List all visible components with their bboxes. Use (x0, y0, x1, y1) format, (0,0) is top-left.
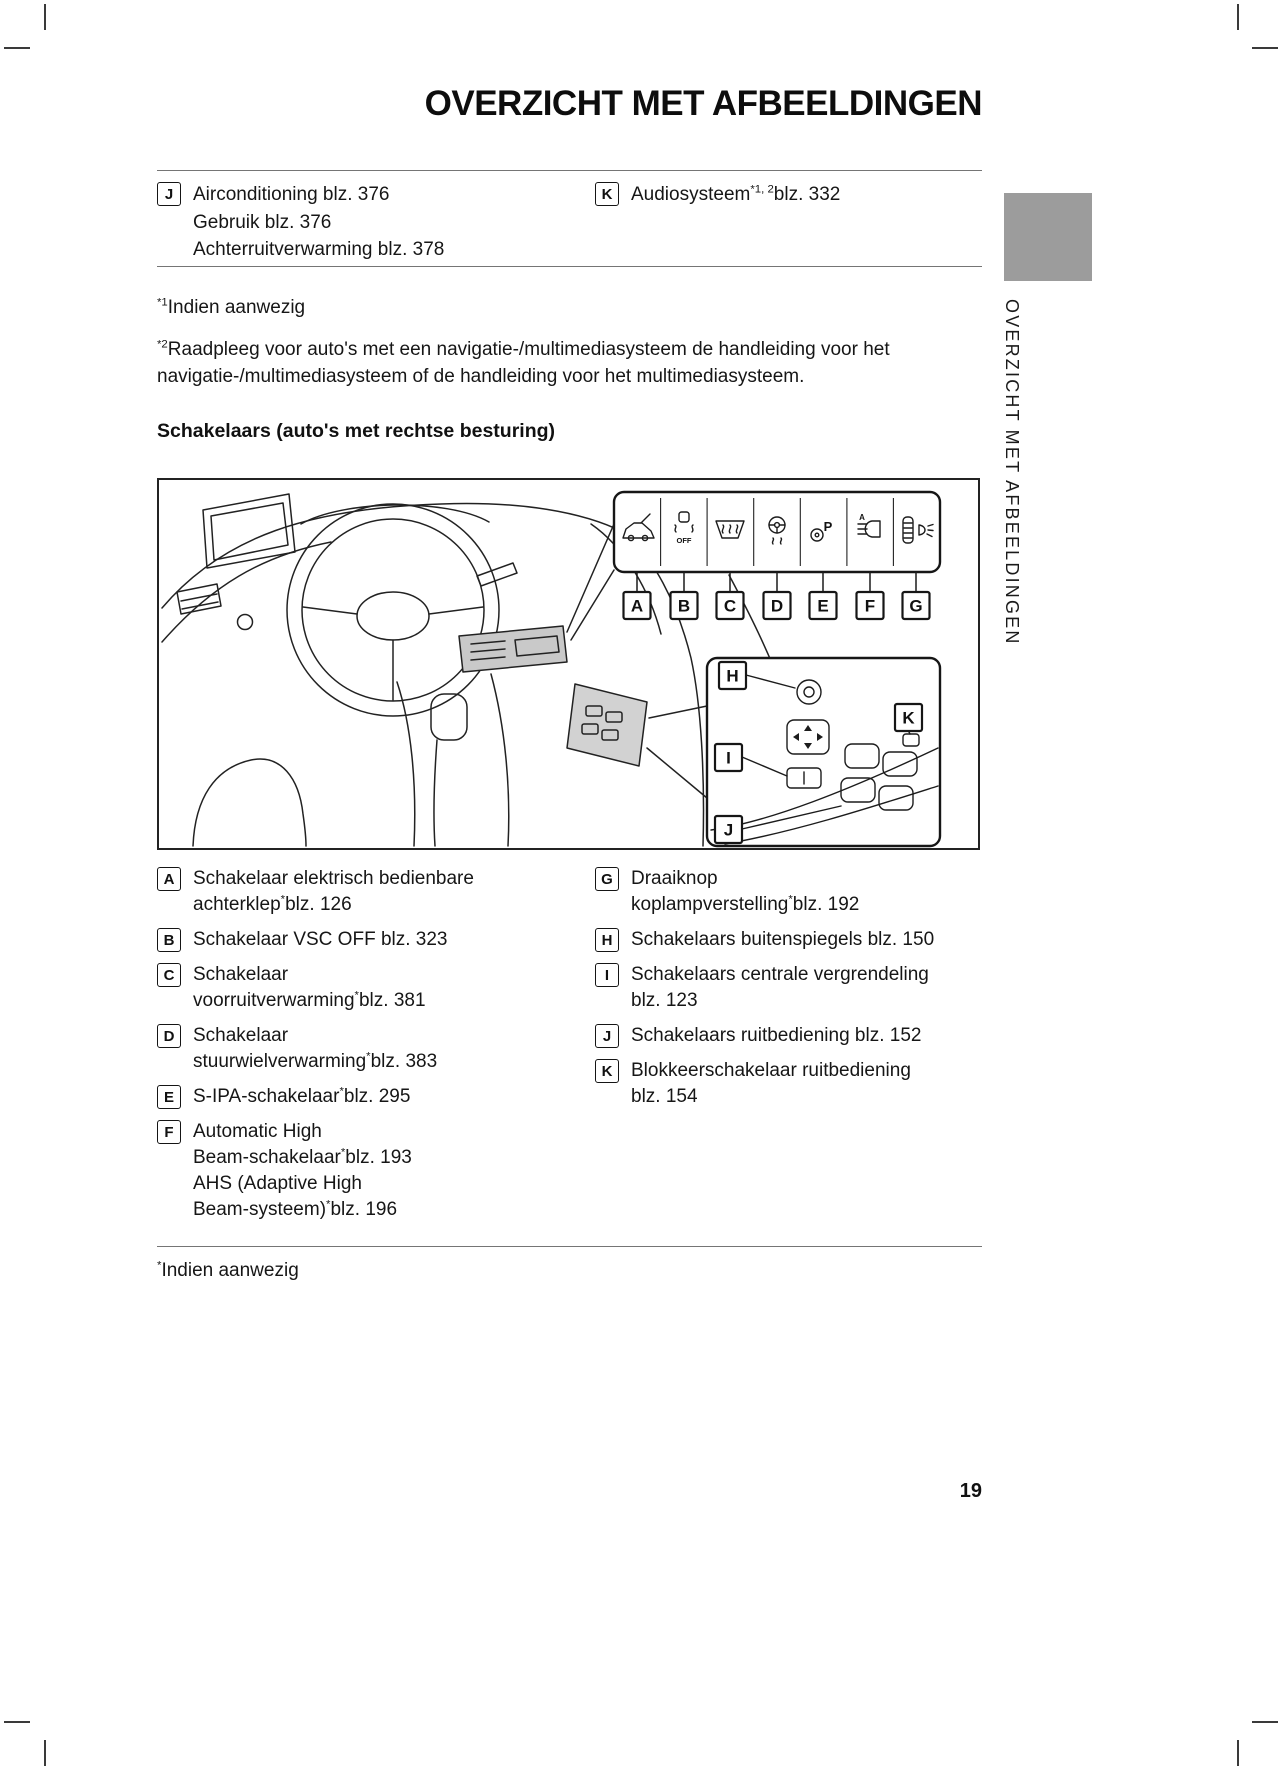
legend-entry-k (595, 181, 840, 264)
callout-label-c: C (157, 963, 181, 987)
callout-label-d: D (157, 1024, 181, 1048)
legend-line: Schakelaars ruitbediening blz. 152 (631, 1025, 922, 1046)
legend-line: Schakelaar (193, 1025, 289, 1046)
bottom-footnote: *Indien aanwezig (157, 1259, 299, 1281)
callout-label-f: F (157, 1120, 181, 1144)
callout-label-e: E (817, 596, 829, 616)
legend-line: blz. 154 (631, 1086, 698, 1107)
legend-line: Blokkeerschakelaar ruitbediening (631, 1060, 911, 1081)
legend-entry-b (157, 927, 595, 953)
callout-label-i: I (726, 748, 731, 768)
crop-mark (4, 1721, 30, 1723)
divider (157, 170, 982, 171)
s-ipa-letter: P (823, 519, 833, 534)
inset-pointer-lines (567, 524, 614, 640)
legend-line: Airconditioning blz. 376 (193, 184, 390, 205)
legend-line: AHS (Adaptive High (193, 1173, 362, 1194)
footnote-1: $^{*1}$Indien aanwezig (157, 296, 306, 318)
inset-pointer-lines (647, 706, 707, 798)
switch-strip-inset (614, 492, 940, 619)
chapter-tab (1004, 193, 1092, 281)
callout-label-g: G (595, 867, 619, 891)
callout-label-b: B (157, 928, 181, 952)
chapter-sidebar-title: OVERZICHT MET AFBEELDINGEN (1002, 299, 1022, 646)
callout-label-a: A (630, 596, 644, 616)
callout-label-i: I (595, 963, 619, 987)
section-heading: Schakelaars (auto's met rechtse besturing) (157, 420, 556, 442)
callout-label-c: C (723, 596, 737, 616)
callout-label-j: J (723, 820, 734, 840)
legend-line: Schakelaar VSC OFF blz. 323 (193, 929, 448, 950)
legend-line: S-IPA-schakelaar*blz. 295 (193, 1085, 411, 1107)
divider (157, 1246, 982, 1247)
air-vent (177, 584, 221, 614)
door-controls-inset (707, 658, 940, 846)
callout-label-h: H (726, 666, 739, 686)
legend-line: blz. 123 (631, 990, 698, 1011)
legend-line: Automatic High (193, 1121, 322, 1142)
dashboard-diagram (157, 478, 980, 850)
legend-entry-a (157, 866, 595, 918)
crop-mark (1252, 1721, 1278, 1723)
legend-line: Schakelaars buitenspiegels blz. 150 (631, 929, 935, 950)
legend-line: voorruitverwarming*blz. 381 (193, 989, 426, 1011)
callout-connectors (637, 572, 916, 592)
legend-entry-g (595, 866, 982, 918)
seat-outline (193, 759, 306, 846)
callout-label-b: B (677, 596, 691, 616)
callout-label-j: J (595, 1024, 619, 1048)
footnote-2: $^{*2}$Raadpleeg voor auto's met een navigatie-/multimediasysteem de handleiding voor het navigatie-/multimediasysteem of de handleiding voor het multimediasysteem. (157, 338, 890, 387)
vsc-off-label: OFF (676, 536, 692, 545)
callout-label-d: D (770, 596, 784, 616)
crop-mark (44, 1740, 46, 1766)
top-legend (157, 181, 982, 264)
ahb-letter: A (859, 513, 865, 522)
legend-entry-k2 (595, 1058, 982, 1110)
legend-line: Achterruitverwarming blz. 378 (193, 239, 445, 260)
crop-mark (1237, 4, 1239, 30)
callout-label-g: G (909, 596, 923, 616)
climate-panel (459, 626, 567, 672)
legend-line: Draaiknop (631, 868, 718, 889)
callout-label-h: H (595, 928, 619, 952)
start-button (238, 615, 253, 630)
footnote-marker: *1, 2 (750, 183, 774, 196)
callout-label-k: K (902, 708, 915, 728)
legend-line: Schakelaar elektrisch bedienbare (193, 868, 474, 889)
legend-entry-d (157, 1023, 595, 1075)
callout-label-e: E (157, 1085, 181, 1109)
callout-label-a: A (157, 867, 181, 891)
legend-entry-j2 (595, 1023, 982, 1049)
callout-label-k: K (595, 182, 619, 206)
callout-label-k: K (595, 1059, 619, 1083)
crop-mark (1252, 47, 1278, 49)
legend-line: achterklep*blz. 126 (193, 893, 352, 915)
page-title: OVERZICHT MET AFBEELDINGEN (424, 84, 982, 123)
cluster-hood (301, 505, 489, 524)
wiper-stalk (477, 563, 517, 586)
multimedia-screen (203, 494, 295, 568)
page-number: 19 (959, 1480, 982, 1502)
legend-line: Beam-systeem)*blz. 196 (193, 1198, 398, 1220)
legend-line: stuurwielverwarming*blz. 383 (193, 1050, 438, 1072)
legend-line: Beam-schakelaar*blz. 193 (193, 1146, 412, 1168)
legend-entry-c (157, 962, 595, 1014)
legend-entry-f (157, 1119, 595, 1223)
legend-line: koplampverstelling*blz. 192 (631, 893, 860, 915)
legend-line: Schakelaar (193, 964, 289, 985)
crop-mark (44, 4, 46, 30)
steering-wheel (287, 504, 499, 716)
gear-shifter (431, 694, 467, 740)
diagram-svg (159, 480, 978, 848)
legend-line: Audiosysteem$^{*1, 2}$blz. 332 (631, 183, 841, 205)
divider (157, 266, 982, 267)
legend-entry-i (595, 962, 982, 1014)
legend-entry-j (157, 181, 595, 264)
crop-mark (4, 47, 30, 49)
callout-label-f: F (864, 596, 876, 616)
diagram-legend (157, 866, 982, 1232)
legend-entry-e (157, 1084, 595, 1110)
footnote-marker: *1 (157, 296, 168, 309)
door-switch-panel (567, 684, 647, 766)
footnote-marker: * (157, 1259, 162, 1272)
footnote-marker: *2 (157, 338, 168, 351)
callout-label-j: J (157, 182, 181, 206)
legend-line: Gebruik blz. 376 (193, 211, 332, 233)
legend-line: Schakelaars centrale vergrendeling (631, 964, 929, 985)
legend-entry-h (595, 927, 982, 953)
crop-mark (1237, 1740, 1239, 1766)
diagram-callouts-a-g (624, 592, 930, 619)
